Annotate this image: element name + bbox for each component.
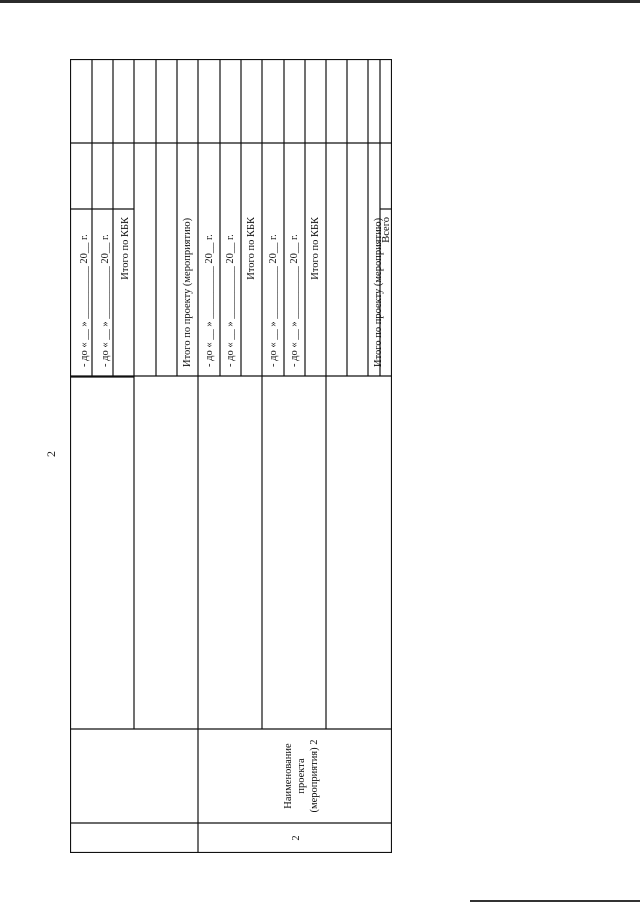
page-top-edge bbox=[0, 0, 640, 3]
period-until-1-b: - до « __ » __________ 20__ г. bbox=[204, 234, 215, 367]
period-until-2-c: - до « __ » __________ 20__ г. bbox=[289, 234, 300, 367]
budget-table bbox=[70, 59, 392, 853]
grand-total: Всего bbox=[381, 217, 392, 243]
total-kbk-c: Итого по КБК bbox=[310, 217, 321, 280]
page-bottom-edge bbox=[470, 900, 640, 902]
total-project-b: Итого по проекту (мероприятию) bbox=[373, 217, 384, 367]
project-name: Наименование проекта (мероприятия) 2 bbox=[283, 739, 320, 813]
total-kbk-a: Итого по КБК bbox=[120, 217, 131, 280]
period-until-2-a: - до « __ » __________ 20__ г. bbox=[100, 234, 111, 367]
period-until-2-b: - до « __ » __________ 20__ г. bbox=[225, 234, 236, 367]
period-until-1-a: - до « __ » __________ 20__ г. bbox=[79, 234, 90, 367]
row-number: 2 bbox=[291, 835, 302, 841]
total-project-a: Итого по проекту (мероприятию) bbox=[182, 217, 193, 367]
period-until-1-c: - до « __ » __________ 20__ г. bbox=[268, 234, 279, 367]
page-number: 2 bbox=[44, 451, 58, 457]
total-kbk-b: Итого по КБК bbox=[246, 217, 257, 280]
table-grid bbox=[70, 59, 392, 853]
